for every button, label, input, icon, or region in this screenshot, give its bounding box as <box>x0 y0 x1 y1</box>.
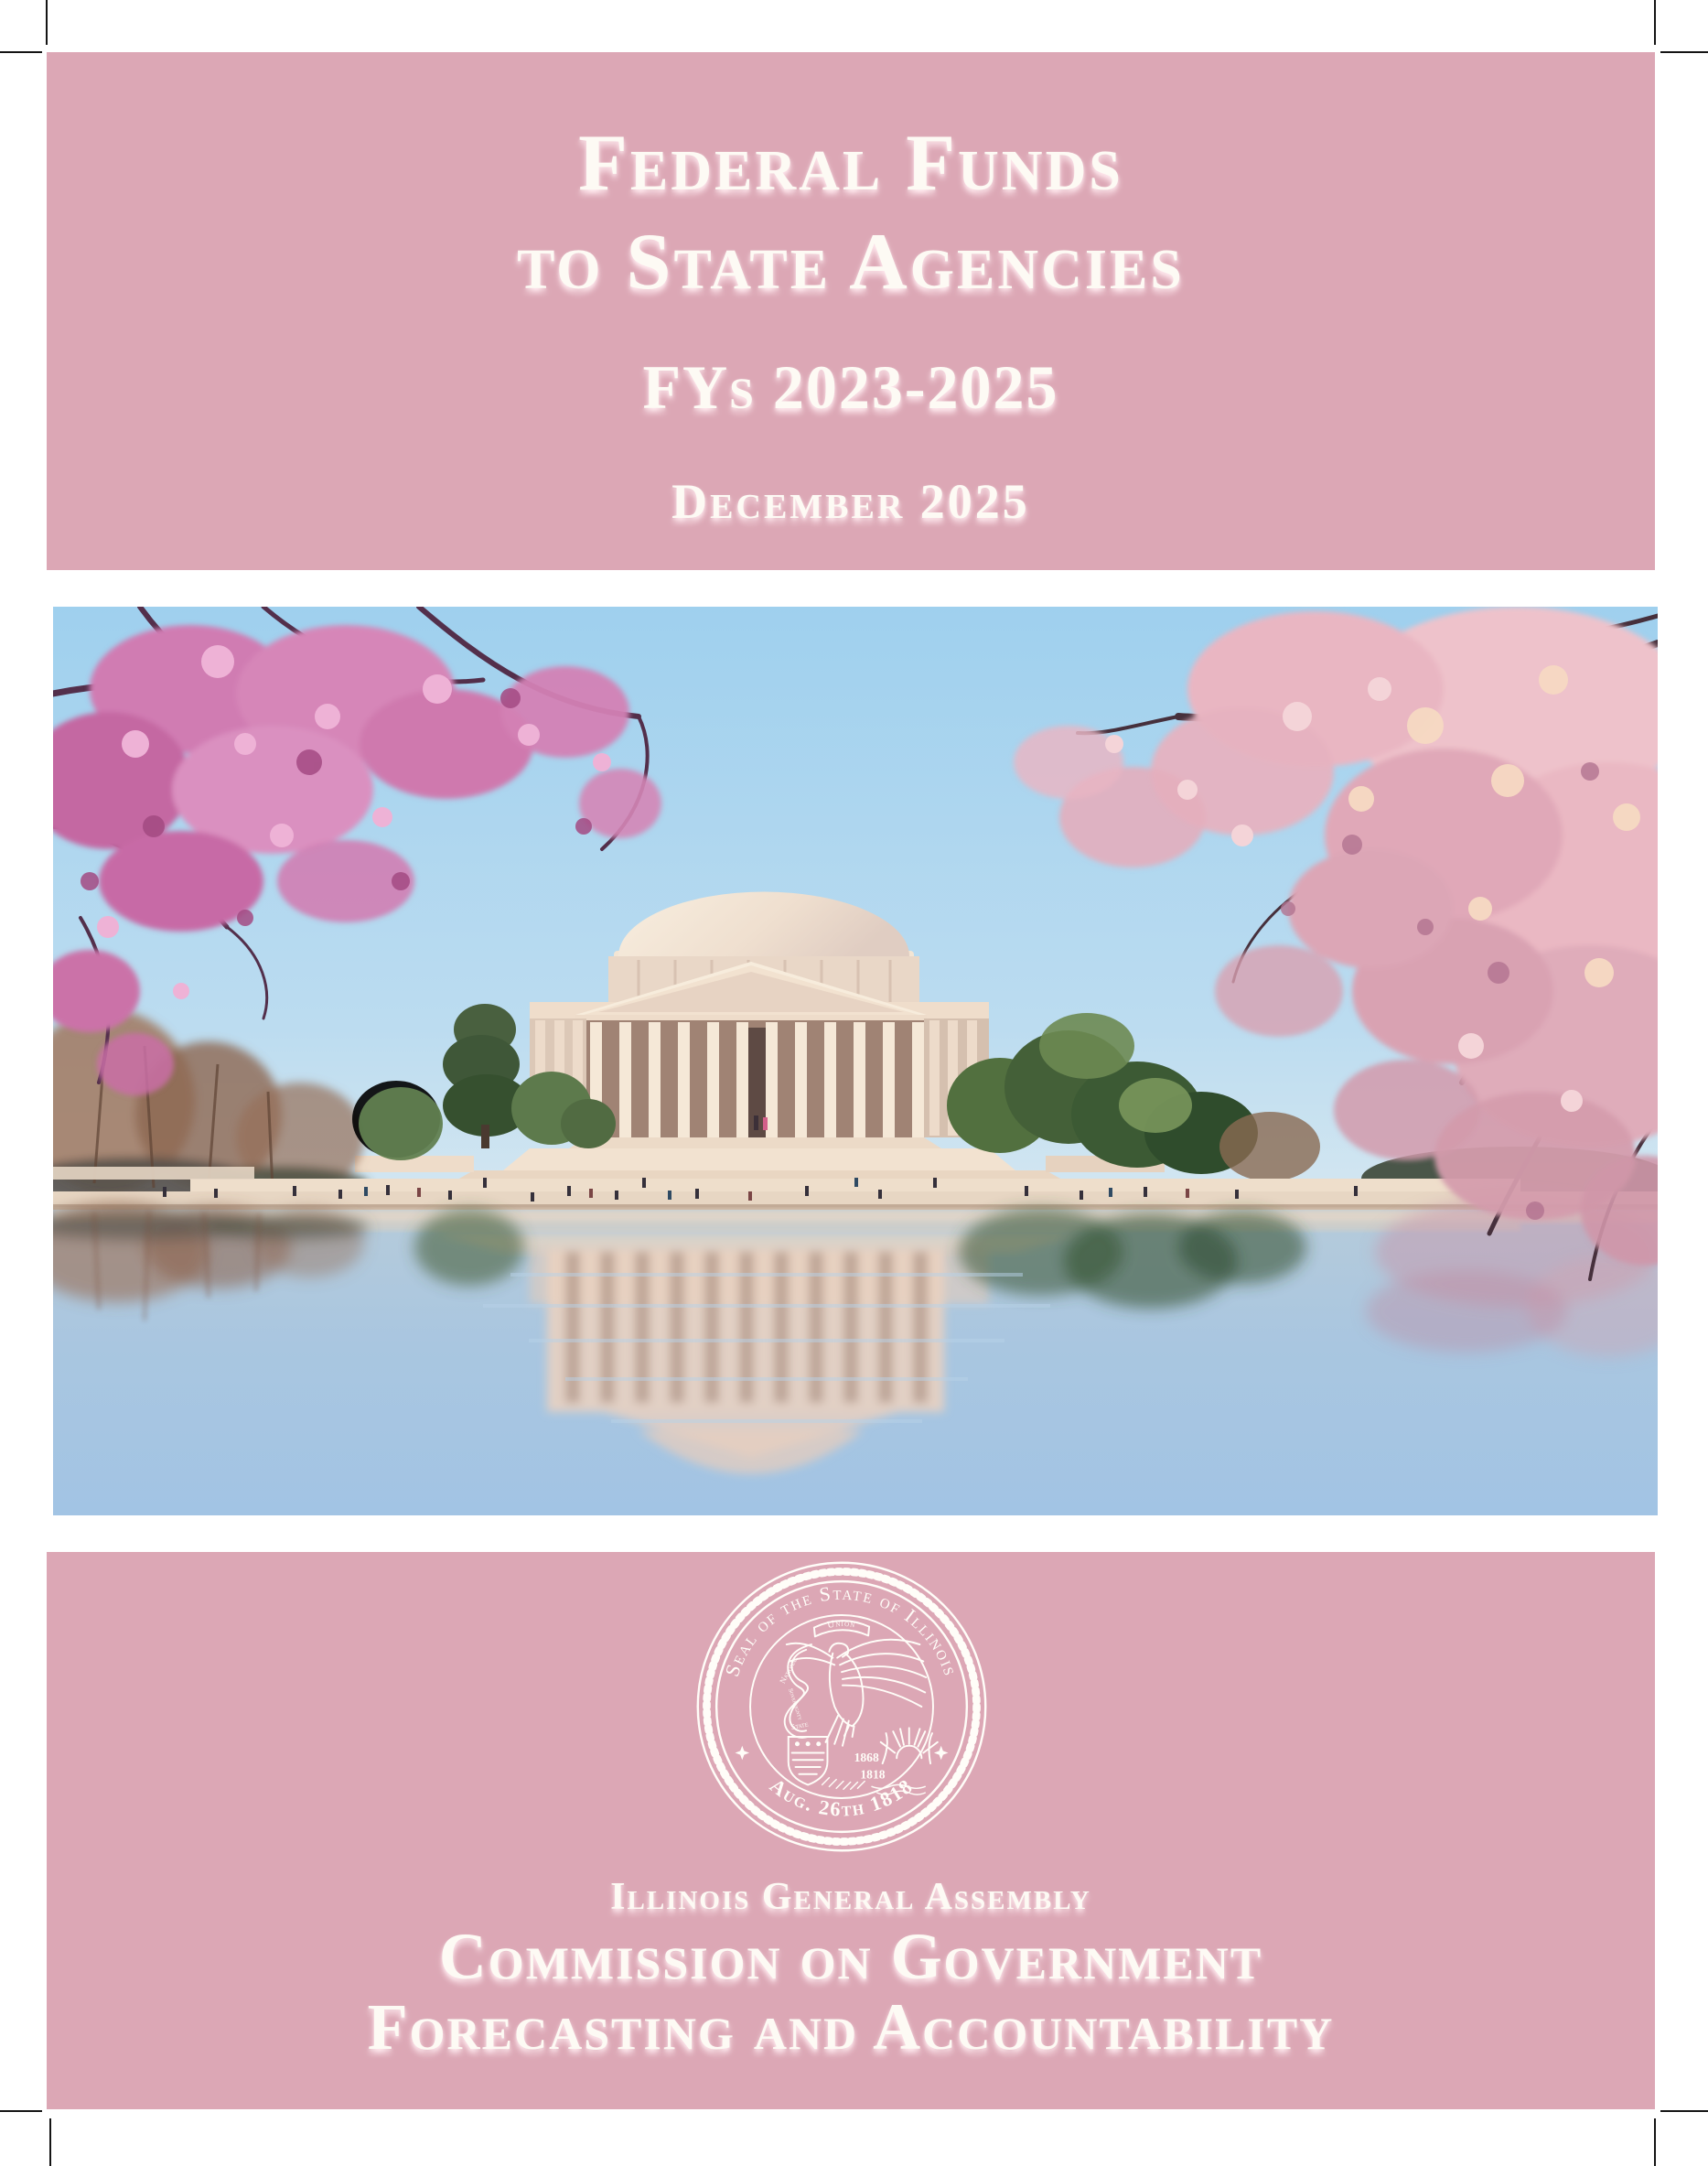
seal-year-lower: 1818 <box>860 1767 886 1782</box>
crop-mark-top-left-v <box>46 0 48 45</box>
seal-ribbon-word-sovereignty: Sovereignty <box>787 1687 803 1721</box>
commission-name-line2: Forecasting and Accountability <box>367 1990 1335 2064</box>
illinois-state-seal-icon <box>691 1556 993 1858</box>
seal-shield <box>789 1737 828 1784</box>
seal-ribbon-word-state: State <box>790 1719 810 1732</box>
seal-year-upper: 1868 <box>854 1751 879 1765</box>
seal-eagle <box>787 1640 926 1746</box>
crop-mark-top-right-v <box>1654 0 1656 45</box>
organization-name: Illinois General Assembly <box>610 1876 1091 1918</box>
seal-date-text: Aug. 26th 1818 <box>765 1773 918 1821</box>
publication-date: December 2025 <box>671 474 1030 529</box>
crop-mark-top-left-h <box>0 51 42 53</box>
svg-text:Union <box>826 1618 857 1631</box>
crop-mark-bottom-right-h <box>1660 2110 1708 2112</box>
seal-ribbon-word-national: National <box>778 1654 800 1686</box>
crop-mark-top-right-h <box>1660 51 1708 53</box>
crop-mark-bottom-left-v <box>49 2118 51 2166</box>
title-banner <box>47 52 1655 570</box>
svg-text:Aug. 26th 1818 <box>766 1773 918 1820</box>
crop-mark-bottom-right-v <box>1654 2118 1656 2166</box>
seal-star-right <box>934 1746 949 1761</box>
commission-name-line1: Commission on Government <box>438 1920 1263 1993</box>
footer-banner <box>47 1552 1655 2109</box>
fiscal-years-subtitle: FYs 2023-2025 <box>642 352 1059 422</box>
seal-union-word: Union <box>826 1617 857 1632</box>
cover-photo-illustration <box>53 607 1658 1515</box>
seal-star-left <box>736 1746 750 1761</box>
seal-ring-text: Seal of the State of Illinois <box>721 1581 962 1680</box>
cover-photo <box>53 607 1658 1515</box>
report-title-line2: to State Agencies <box>517 218 1185 307</box>
report-title-line1: Federal Funds <box>578 119 1123 208</box>
crop-mark-bottom-left-h <box>0 2110 42 2112</box>
